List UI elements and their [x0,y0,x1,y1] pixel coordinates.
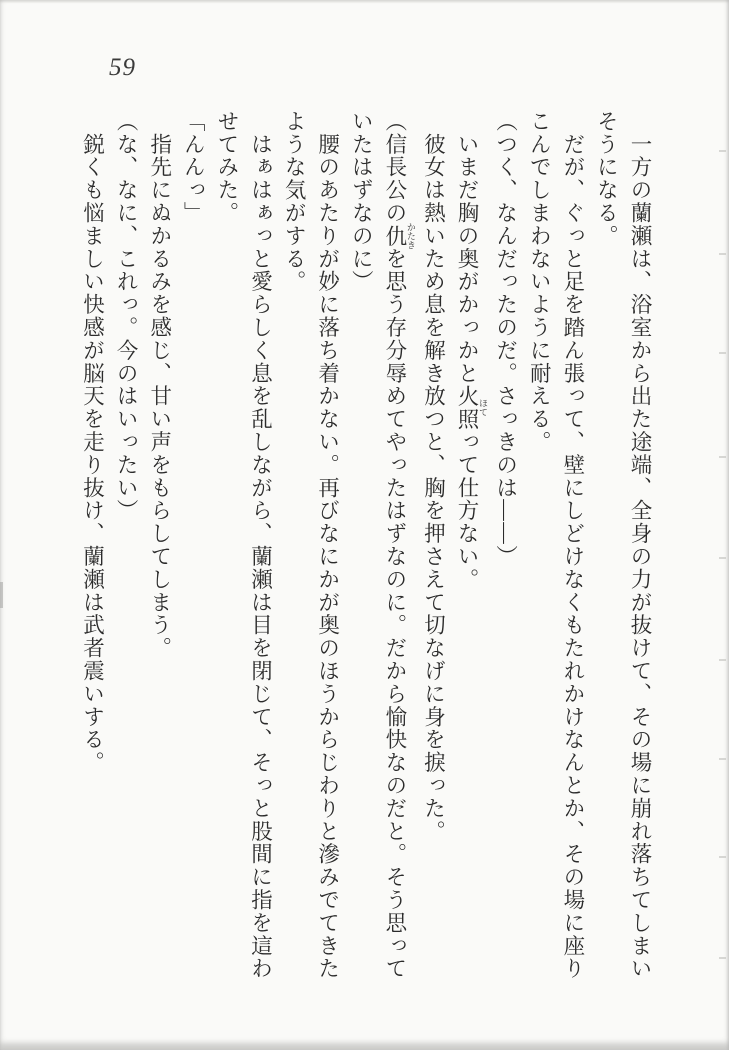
text-line: そうになる。 [594,110,619,248]
ruby-annotated-word: 火照 ほて [455,384,489,431]
text-line: はぁはぁっと愛らしく息を乱しながら、蘭瀬は目を閉じて、そっと股間に指を這わ [248,110,273,981]
scan-artifact [719,856,726,858]
text-line: だが、ぐっと足を踏ん張って、壁にしどけなくもたれかけなんとか、その場に座り [560,110,585,981]
text-line: 「んんっ」 [181,110,206,225]
text-line: （な、なに、これっ。今のはいったい） [114,110,139,523]
text-line: いまだ胸の奥がかっかと火照 ほてって仕方ない。 [455,110,489,591]
scan-artifact [719,557,726,559]
text-line: 彼女は熱いため息を解き放つと、胸を押さえて切なげに身を捩った。 [421,110,446,843]
text-line: 腰のあたりが妙に落ち着かない。再びなにかが奥のほうからじわりと滲みでてきた [315,110,340,981]
text-line: こんでしまわないように耐える。 [527,110,552,454]
ruby-annotated-word: 仇 かたき [382,222,416,250]
text-line: せてみた。 [214,110,239,225]
scan-artifact [719,659,726,661]
text-line: （信長公の仇 かたきを思う存分辱めてやったはずなのに。だから愉快なのだと。そう思って [382,110,416,981]
scan-artifact [719,957,726,959]
scan-artifact [719,253,726,255]
text-line: いたはずなのに） [349,110,374,294]
scan-artifact [719,150,726,152]
vertical-text-block [80,110,656,1002]
text-line: ような気がする。 [282,110,307,294]
scan-artifact [719,758,726,760]
text-line: 鋭くも悩ましい快感が脳天を走り抜け、蘭瀬は武者震いする。 [80,110,105,775]
scan-artifact [719,352,726,354]
scan-artifact [719,456,726,458]
text-line: （つく、なんだったのだ。さっきのは――） [493,110,518,568]
page-number: 59 [109,54,136,81]
scan-artifact [0,582,3,608]
text-line: 指先にぬかるみを感じ、甘い声をもらしてしまう。 [147,110,172,660]
text-line: 一方の蘭瀬は、浴室から出た途端、全身の力が抜けて、その場に崩れ落ちてしまい [628,110,652,981]
